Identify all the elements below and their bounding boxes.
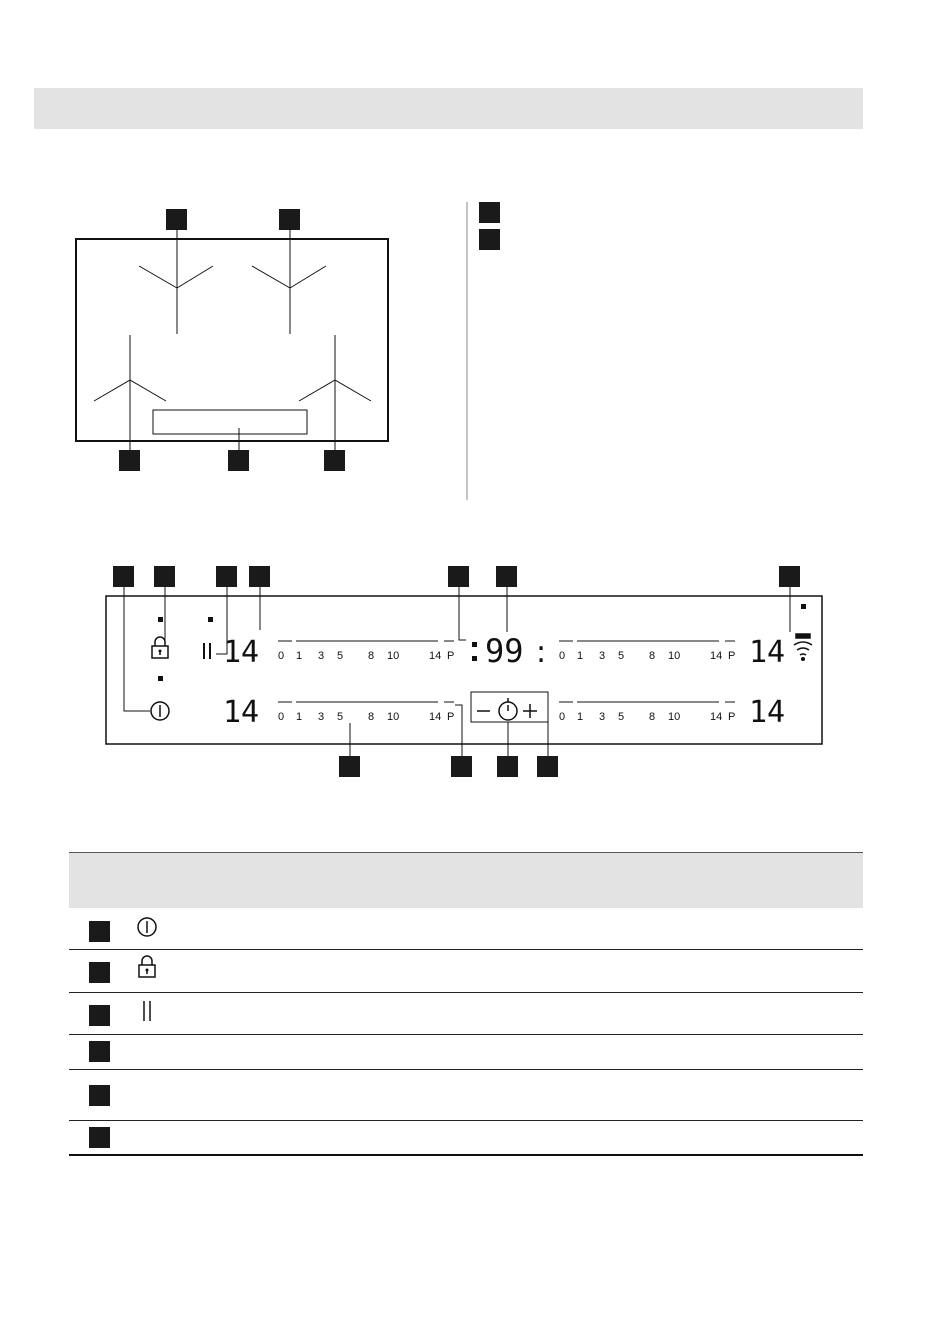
scale-label: 14: [429, 650, 442, 662]
scale-label: 3: [599, 711, 606, 723]
table-row: [69, 1070, 863, 1121]
row-number: [89, 1041, 110, 1062]
row-number: [89, 962, 110, 983]
table-row: [69, 908, 863, 950]
scale-label: 10: [387, 650, 400, 662]
digits-zone-top-right: 14: [749, 635, 786, 670]
lock-icon[interactable]: [152, 637, 168, 658]
scale-power-label: P: [447, 650, 455, 662]
timer-icon[interactable]: [499, 698, 517, 720]
scale-label: 1: [577, 711, 584, 723]
scale-label: 8: [368, 650, 375, 662]
digits-zone-bottom-right: 14: [749, 695, 786, 730]
hob-outline: [76, 239, 388, 441]
scale-label: 5: [618, 650, 625, 662]
table-row: [69, 1035, 863, 1070]
scale-label: 1: [296, 711, 303, 723]
row-number: [89, 1005, 110, 1026]
table-row: [69, 1121, 863, 1156]
zone-top-left-lines: [139, 229, 213, 334]
scale-label: 5: [618, 711, 625, 723]
row-number: [89, 1127, 110, 1148]
scale-label: 0: [278, 711, 285, 723]
function-table: [69, 852, 863, 1156]
scale-power-label: P: [728, 650, 736, 662]
scale-label: 8: [368, 711, 375, 723]
table-row: [69, 950, 863, 993]
hob2hood-icon[interactable]: [794, 634, 812, 660]
scale-label: 0: [559, 711, 566, 723]
scale-label: 10: [387, 711, 400, 723]
scale-label: 0: [278, 650, 285, 662]
scale-label: 1: [296, 650, 303, 662]
scale-power-label: P: [728, 711, 736, 723]
row-number: [89, 1085, 110, 1106]
power-icon[interactable]: [151, 702, 169, 720]
plus-icon[interactable]: [523, 704, 537, 718]
scale-power-label: P: [447, 711, 455, 723]
scale-label: 8: [649, 650, 656, 662]
scale-label: 8: [649, 711, 656, 723]
zone-bottom-right-lines: [299, 335, 371, 450]
scale-label: 5: [337, 711, 344, 723]
scale-label: 3: [599, 650, 606, 662]
scale-label: 3: [318, 711, 325, 723]
digits-zone-bottom-left: 14: [223, 695, 260, 730]
pause-icon[interactable]: [204, 643, 210, 659]
scale-label: 14: [429, 711, 442, 723]
digits-zone-top-left: 14: [223, 635, 260, 670]
zone-bottom-left-lines: [94, 335, 166, 450]
timer-colon: :: [536, 635, 547, 670]
zone-top-right-lines: [252, 229, 326, 334]
table-row: [69, 993, 863, 1035]
scale-label: 14: [710, 711, 723, 723]
control-panel-strip: [153, 410, 307, 434]
scale-label: 10: [668, 711, 681, 723]
table-header: [69, 852, 863, 908]
scale-label: 1: [577, 650, 584, 662]
scale-label: 14: [710, 650, 723, 662]
scale-label: 3: [318, 650, 325, 662]
scale-label: 0: [559, 650, 566, 662]
scale-label: 10: [668, 650, 681, 662]
digits-timer: 99: [485, 632, 524, 670]
row-number: [89, 921, 110, 942]
scale-label: 5: [337, 650, 344, 662]
